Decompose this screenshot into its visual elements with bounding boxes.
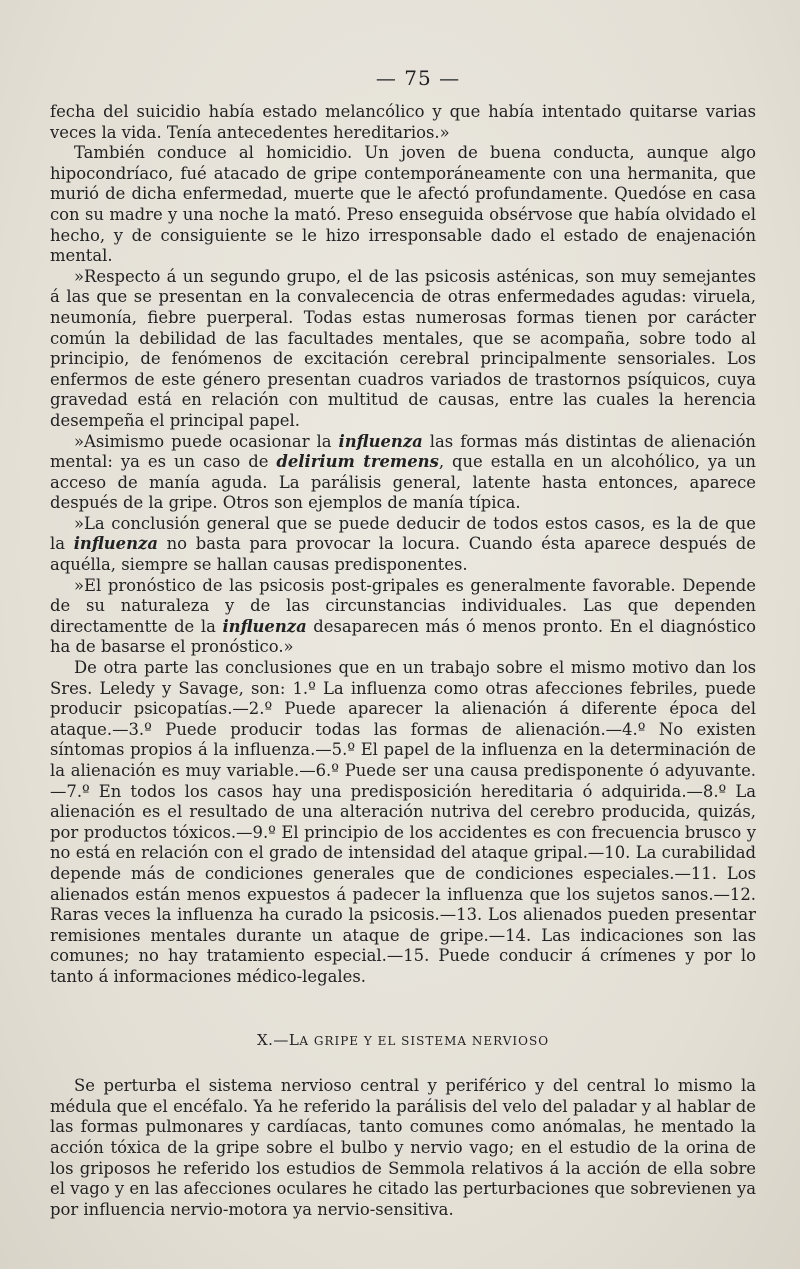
- text-run: no basta para provocar la locura. Cuando ésta aparece después de aquélla, siempre se hallan causas predisponentes.: [50, 534, 756, 575]
- text-run: »La conclusión general que se puede deducir de todos estos casos, es la de que la: [50, 513, 756, 554]
- italic-term: delirium tremens: [276, 452, 439, 472]
- text-run: , que estalla en un alcohólico, ya un acceso de manía aguda. La parálisis general, latente hasta entonces, aparece después de la gripe. Otros son ejemplos de manía típica.: [50, 452, 756, 513]
- italic-term: influenza: [73, 534, 158, 554]
- paragraph-general-conclusion: [50, 514, 756, 576]
- paragraph-leledy-savage: De otra parte las conclusiones que en un trabajo sobre el mismo motivo dan los Sres. Leledy y Savage, son: 1.º La influenza como otras afecciones febriles, puede producir psicopatías.—2.º Puede aparecer la alienación á diferente época del ataque.—3.º Puede producir todas las formas de alienación.—4.º No existen síntomas propios á la influenza.—5.º El papel de la influenza en la determinación de la alienación es muy variable.—6.º Puede ser una causa predisponente ó adyuvante.—7.º En todos los casos hay una predisposición hereditaria ó adquirida.—8.º La alienación es el resultado de una alteración nutriva del cerebro producida, quizás, por productos tóxicos.—9.º El principio de los accidentes es con frecuencia brusco y no está en relación con el grado de intensidad del ataque gripal.—10. La curabilidad depende más de condiciones generales que de condiciones especiales.—11. Los alienados están menos expuestos á padecer la influenza que los sujetos sanos.—12. Raras veces la influenza ha curado la psicosis.—13. Los alienados pueden presentar remisiones mentales durante un ataque de gripe.—14. Las indicaciones son las comunes; no hay tratamiento especial.—15. Puede conducir á crímenes y por lo tanto á informaciones médico-legales.: [50, 658, 756, 986]
- text-run: desaparecen más ó menos pronto. En el diagnóstico ha de basarse el pronóstico.»: [50, 616, 756, 657]
- heading-title: A GRIPE Y EL SISTEMA NERVIOSO: [299, 1033, 550, 1048]
- text-run: las formas más distintas de alienación mental: ya es un caso de: [50, 431, 756, 472]
- italic-term: influenza: [222, 616, 307, 636]
- paragraph-prognosis: [50, 576, 756, 658]
- page-number: — 75 —: [375, 66, 461, 90]
- paragraph-homicide: También conduce al homicidio. Un joven de buena conducta, aunque algo hipocondríaco, fué atacado de gripe contemporáneamente con una hermanita, que murió de dicha enfermedad, muerte que le afectó profundamente. Quedóse en casa con su madre y una noche la mató. Preso enseguida obsérvose que había olvidado el hecho, y de consiguiente se le hizo irresponsable dado el estado de enajenación mental.: [50, 143, 756, 266]
- text-run: »El pronóstico de las psicosis post-gripales es generalmente favorable. Depende de su naturaleza y de las circunstancias individuales. Las que dependen directamentte de la: [50, 575, 756, 636]
- paragraph-alienation-forms: [50, 432, 756, 514]
- paragraph-continuation: fecha del suicidio había estado melancólico y que había intentado quitarse varias veces la vida. Tenía antecedentes hereditarios.»: [50, 102, 756, 142]
- paragraph-nervous-system: Se perturba el sistema nervioso central y periférico y del central lo mismo la médula que el encéfalo. Ya he referido la parálisis del velo del paladar y al hablar de las formas pulmonares y cardíacas, tanto comunes como anómalas, he mentado la acción tóxica de la gripe sobre el bulbo y nervio vago; en el estudio de la orina de los griposos he referido los estudios de Semmola relativos á la acción de ella sobre el vago y en las afecciones oculares he citado las perturbaciones que sobrevienen ya por influencia nervio-motora ya nervio-sensitiva.: [50, 1076, 756, 1219]
- page-body: [50, 102, 756, 1220]
- section-heading: [50, 1030, 756, 1052]
- heading-number: X.—L: [256, 1030, 300, 1049]
- text-run: »Asimismo puede ocasionar la: [74, 431, 339, 451]
- paragraph-asthenic-psychoses: »Respecto á un segundo grupo, el de las psicosis asténicas, son muy semejantes á las que se presentan en la convalecencia de otras enfermedades agudas: viruela, neumonía, fiebre puerperal. Todas estas numerosas formas tienen por carácter común la debilidad de las facultades mentales, que se acompaña, sobre todo al principio, de fenómenos de excitación cerebral principalmente sensoriales. Los enfermos de este género presentan cuadros variados de trastornos psíquicos, cuya gravedad está en relación con multitud de causas, entre las cuales la herencia desempeña el principal papel.: [50, 266, 756, 430]
- italic-term: influenza: [338, 431, 423, 451]
